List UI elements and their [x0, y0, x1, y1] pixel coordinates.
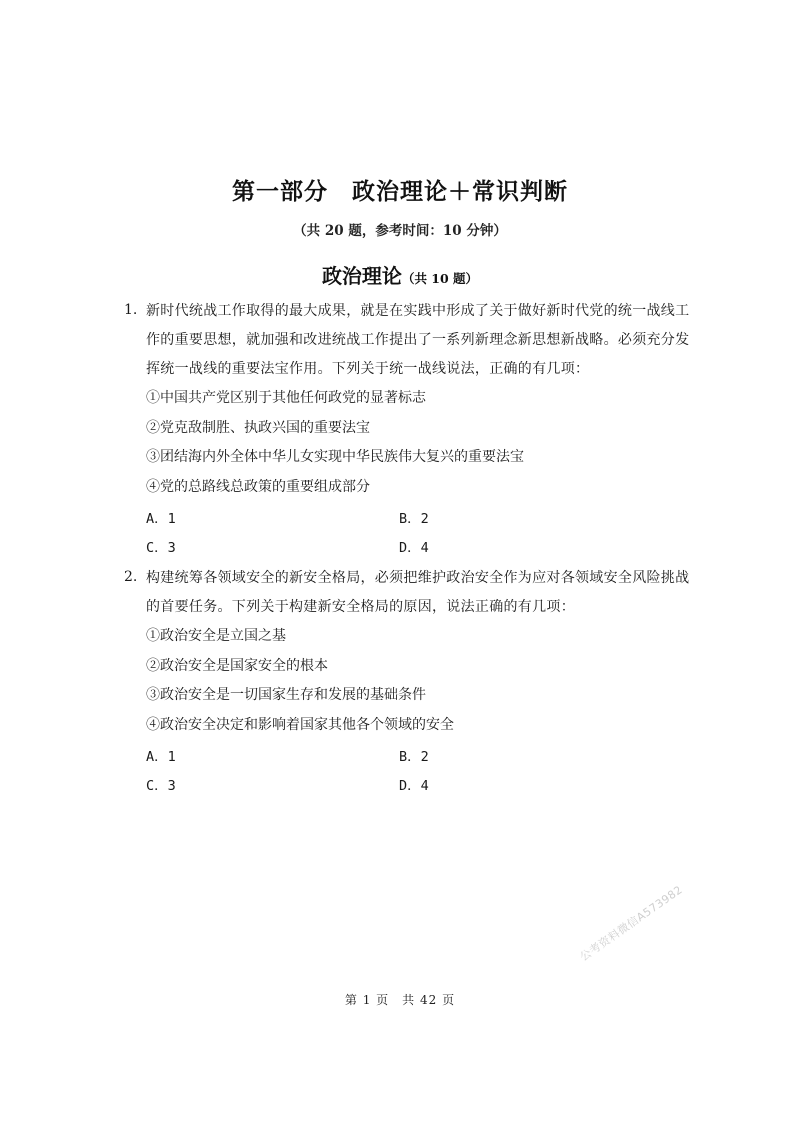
- question-1: [124, 297, 694, 560]
- option-d: D．4: [399, 778, 429, 794]
- question-stem: 新时代统战工作取得的最大成果，就是在实践中形成了关于做好新时代党的统一战线工作的重要思想，就加强和改进统战工作提出了一系列新理念新思想新战略。必须充分发挥统一战线的重要法宝作用。下列关于统一战线说法，正确的有几项：: [146, 303, 690, 377]
- question-stem: 构建统筹各领域安全的新安全格局，必须把维护政治安全作为应对各领域安全风险挑战的首要任务。下列关于构建新安全格局的原因，说法正确的有几项：: [146, 570, 690, 615]
- page-subtitle: （共 20 题，参考时间：10 分钟）: [293, 223, 507, 239]
- statement: ②党克敌制胜、执政兴国的重要法宝: [146, 419, 370, 436]
- option-b: B．2: [399, 511, 429, 527]
- section-note: （共 10 题）: [401, 271, 479, 286]
- option-c: C．3: [146, 778, 176, 794]
- question-number: 1.: [124, 302, 138, 318]
- section-heading: [0, 260, 800, 289]
- question-number: 2.: [124, 569, 138, 585]
- option-a: A．1: [146, 749, 176, 765]
- statement: ③团结海内外全体中华儿女实现中华民族伟大复兴的重要法宝: [146, 449, 524, 465]
- option-a: A．1: [146, 511, 176, 527]
- option-b: B．2: [399, 749, 429, 765]
- statement: ②政治安全是国家安全的根本: [146, 657, 328, 674]
- statement: ①中国共产党区别于其他任何政党的显著标志: [146, 390, 426, 406]
- answer-options: [146, 740, 694, 798]
- answer-options: [146, 502, 694, 560]
- page-footer: 第 1 页 共 42 页: [344, 993, 456, 1007]
- statement: ④党的总路线总政策的重要组成部分: [146, 478, 370, 495]
- option-d: D．4: [399, 540, 429, 556]
- statement: ①政治安全是立国之基: [146, 628, 286, 644]
- option-c: C．3: [146, 540, 176, 556]
- statement: ④政治安全决定和影响着国家其他各个领域的安全: [146, 716, 454, 733]
- statement: ③政治安全是一切国家生存和发展的基础条件: [146, 687, 426, 703]
- question-2: [124, 564, 694, 798]
- section-title: 政治理论: [321, 264, 402, 288]
- watermark: 公考资料微信A573982: [577, 883, 686, 964]
- page-title: 第一部分 政治理论＋常识判断: [232, 179, 568, 205]
